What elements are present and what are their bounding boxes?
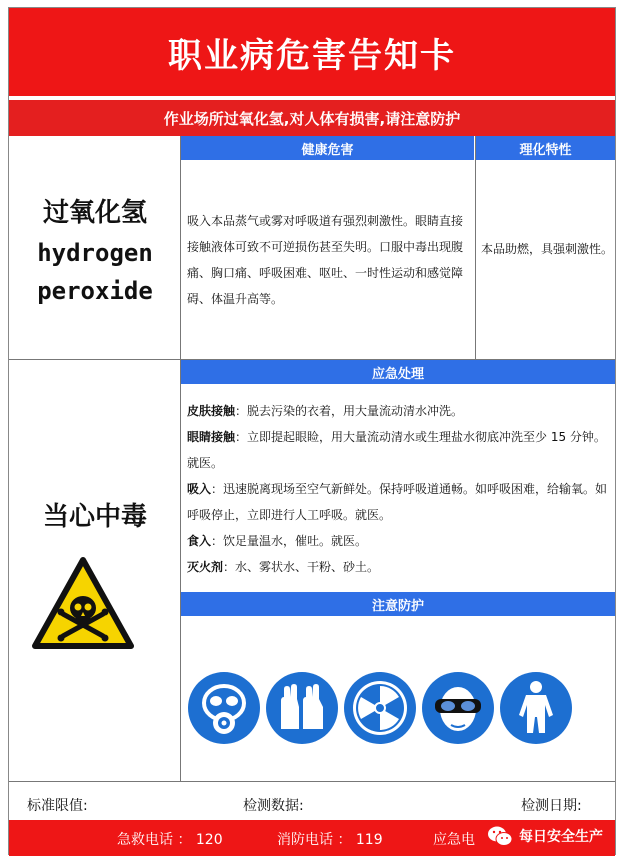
eye-contact-text: ：立即提起眼睑，用大量流动清水或生理盐水彻底冲洗至少 15 分钟。就医。 <box>187 430 606 470</box>
wechat-icon <box>487 825 513 847</box>
hazard-notice-card <box>8 7 616 855</box>
subtitle-bar <box>9 98 615 136</box>
test-date-label: 检测日期: <box>521 798 582 814</box>
substance-name-en-1: hydrogen <box>37 238 153 267</box>
physical-properties-text: 本品助燃，具强刺激性。 <box>480 242 613 256</box>
warning-cell <box>9 360 181 780</box>
inhalation-text: ：迅速脱离现场至空气新鲜处。保持呼吸道通畅。如呼吸困难，给输氧。如呼吸停止，立即进行人工呼吸。就医。 <box>187 482 608 522</box>
wechat-account-name: 每日安全生产 <box>519 829 603 845</box>
protective-gloves-icon <box>265 671 339 745</box>
gas-mask-icon <box>187 671 261 745</box>
fire-phone: 消防电话 ： 119 <box>277 832 383 848</box>
card-subtitle: 作业场所过氧化氢,对人体有损害,请注意防护 <box>163 109 461 128</box>
warning-label: 当心中毒 <box>42 502 147 532</box>
health-hazard-header: 健康危害 <box>181 136 474 160</box>
ingestion-label: 食入 <box>187 534 212 548</box>
skin-contact-label: 皮肤接触 <box>187 404 236 418</box>
health-hazard-text: 吸入本品蒸气或雾对呼吸道有强烈刺激性。眼睛直接接触液体可致不可逆损伤甚至失明。口服中毒出现腹痛、胸口痛、呼吸困难、呕吐、一时性运动和感觉障碍、体温升高等。 <box>187 214 464 306</box>
ingestion-text: ：饮足量温水，催吐。就医。 <box>211 534 368 548</box>
emergency-header: 应急处理 <box>181 360 615 384</box>
first-aid-phone: 急救电话 ： 120 <box>117 832 223 848</box>
protective-suit-icon <box>499 671 573 745</box>
measured-data-label: 检测数据: <box>243 798 304 814</box>
divider <box>475 136 476 360</box>
emergency-phone: 应急电 <box>433 832 475 848</box>
toxic-warning-icon <box>31 556 135 652</box>
title-bar <box>9 8 615 96</box>
extinguisher-label: 灭火剂 <box>187 560 224 574</box>
extinguisher-text: ：水、雾状水、干粉、砂土。 <box>223 560 380 574</box>
substance-name-en-2: peroxide <box>37 276 153 305</box>
protection-header: 注意防护 <box>181 592 615 616</box>
wechat-badge <box>487 825 603 847</box>
inhalation-label: 吸入 <box>187 482 212 496</box>
safety-goggles-icon <box>421 671 495 745</box>
standard-limit-label: 标准限值: <box>27 798 88 814</box>
protection-icons <box>187 669 615 747</box>
footer-bar <box>9 820 615 856</box>
divider <box>9 781 615 782</box>
emergency-text <box>187 398 615 580</box>
skin-contact-text: ：脱去污染的衣着，用大量流动清水冲洗。 <box>235 404 464 418</box>
card-title: 职业病危害告知卡 <box>168 35 456 76</box>
substance-name <box>9 136 181 360</box>
limits-row <box>9 789 615 819</box>
eye-contact-label: 眼睛接触 <box>187 430 236 444</box>
substance-name-zh: 过氧化氢 <box>42 197 147 228</box>
ventilation-fan-icon <box>343 671 417 745</box>
physical-properties-header: 理化特性 <box>476 136 615 160</box>
